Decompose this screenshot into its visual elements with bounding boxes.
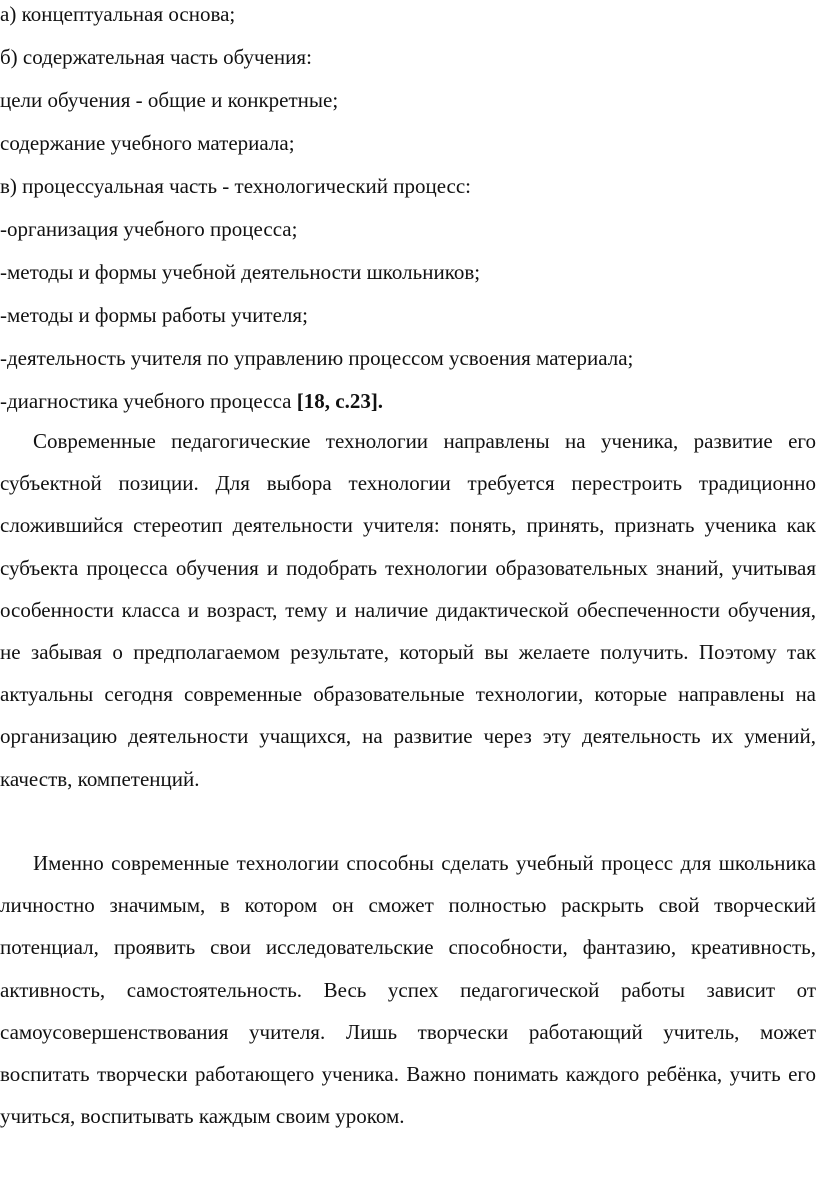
- list-item-diagnostics: [0, 389, 383, 413]
- list-item-teacher-methods: -методы и формы работы учителя;: [0, 303, 308, 327]
- list-item-c: в) процессуальная часть - технологический процесс:: [0, 174, 472, 198]
- paragraph-1: [0, 420, 816, 800]
- paragraph-2: [0, 842, 816, 1137]
- list-item-organization: -организация учебного процесса;: [0, 217, 298, 241]
- list-item-b: б) содержательная часть обучения:: [0, 45, 312, 69]
- paragraph-2-text: Именно современные технологии способны сделать учебный процесс для школьника личностно значимым, в котором он сможет полностью раскрыть свой творческий потенциал, проявить свои исследовательские способности, фантазию, креативность, активность, самостоятельность. Весь успех педагогической работы зависит от самоусовершенствования учителя. Лишь творчески работающий учитель, может воспитать творчески работающего ученика. Важно понимать каждого ребёнка, учить его учиться, воспитывать каждым своим уроком.: [0, 851, 816, 1129]
- paragraph-1-text: Современные педагогические технологии направлены на ученика, развитие его субъектной позиции. Для выбора технологии требуется перестроить традиционно сложившийся стереотип деятельности учителя: понять, принять, признать ученика как субъекта процесса обучения и подобрать технологии образовательных знаний, учитывая особенности класса и возраст, тему и наличие дидактической обеспеченности обучения, не забывая о предполагаемом результате, который вы желаете получить. Поэтому так актуальны сегодня современные образовательные технологии, которые направлены на организацию деятельности учащихся, на развитие через эту деятельность их умений, качеств, компетенций.: [0, 429, 816, 791]
- list-item-content: содержание учебного материала;: [0, 131, 295, 155]
- citation: [18, с.23].: [296, 389, 384, 413]
- list-item-student-methods: -методы и формы учебной деятельности школьников;: [0, 260, 481, 284]
- list-item-goals: цели обучения - общие и конкретные;: [0, 88, 339, 112]
- list-item-teacher-activity: -деятельность учителя по управлению процессом усвоения материала;: [0, 346, 634, 370]
- diagnostics-text: -диагностика учебного процесса: [0, 389, 297, 413]
- list-item-a: а) концептуальная основа;: [0, 2, 236, 26]
